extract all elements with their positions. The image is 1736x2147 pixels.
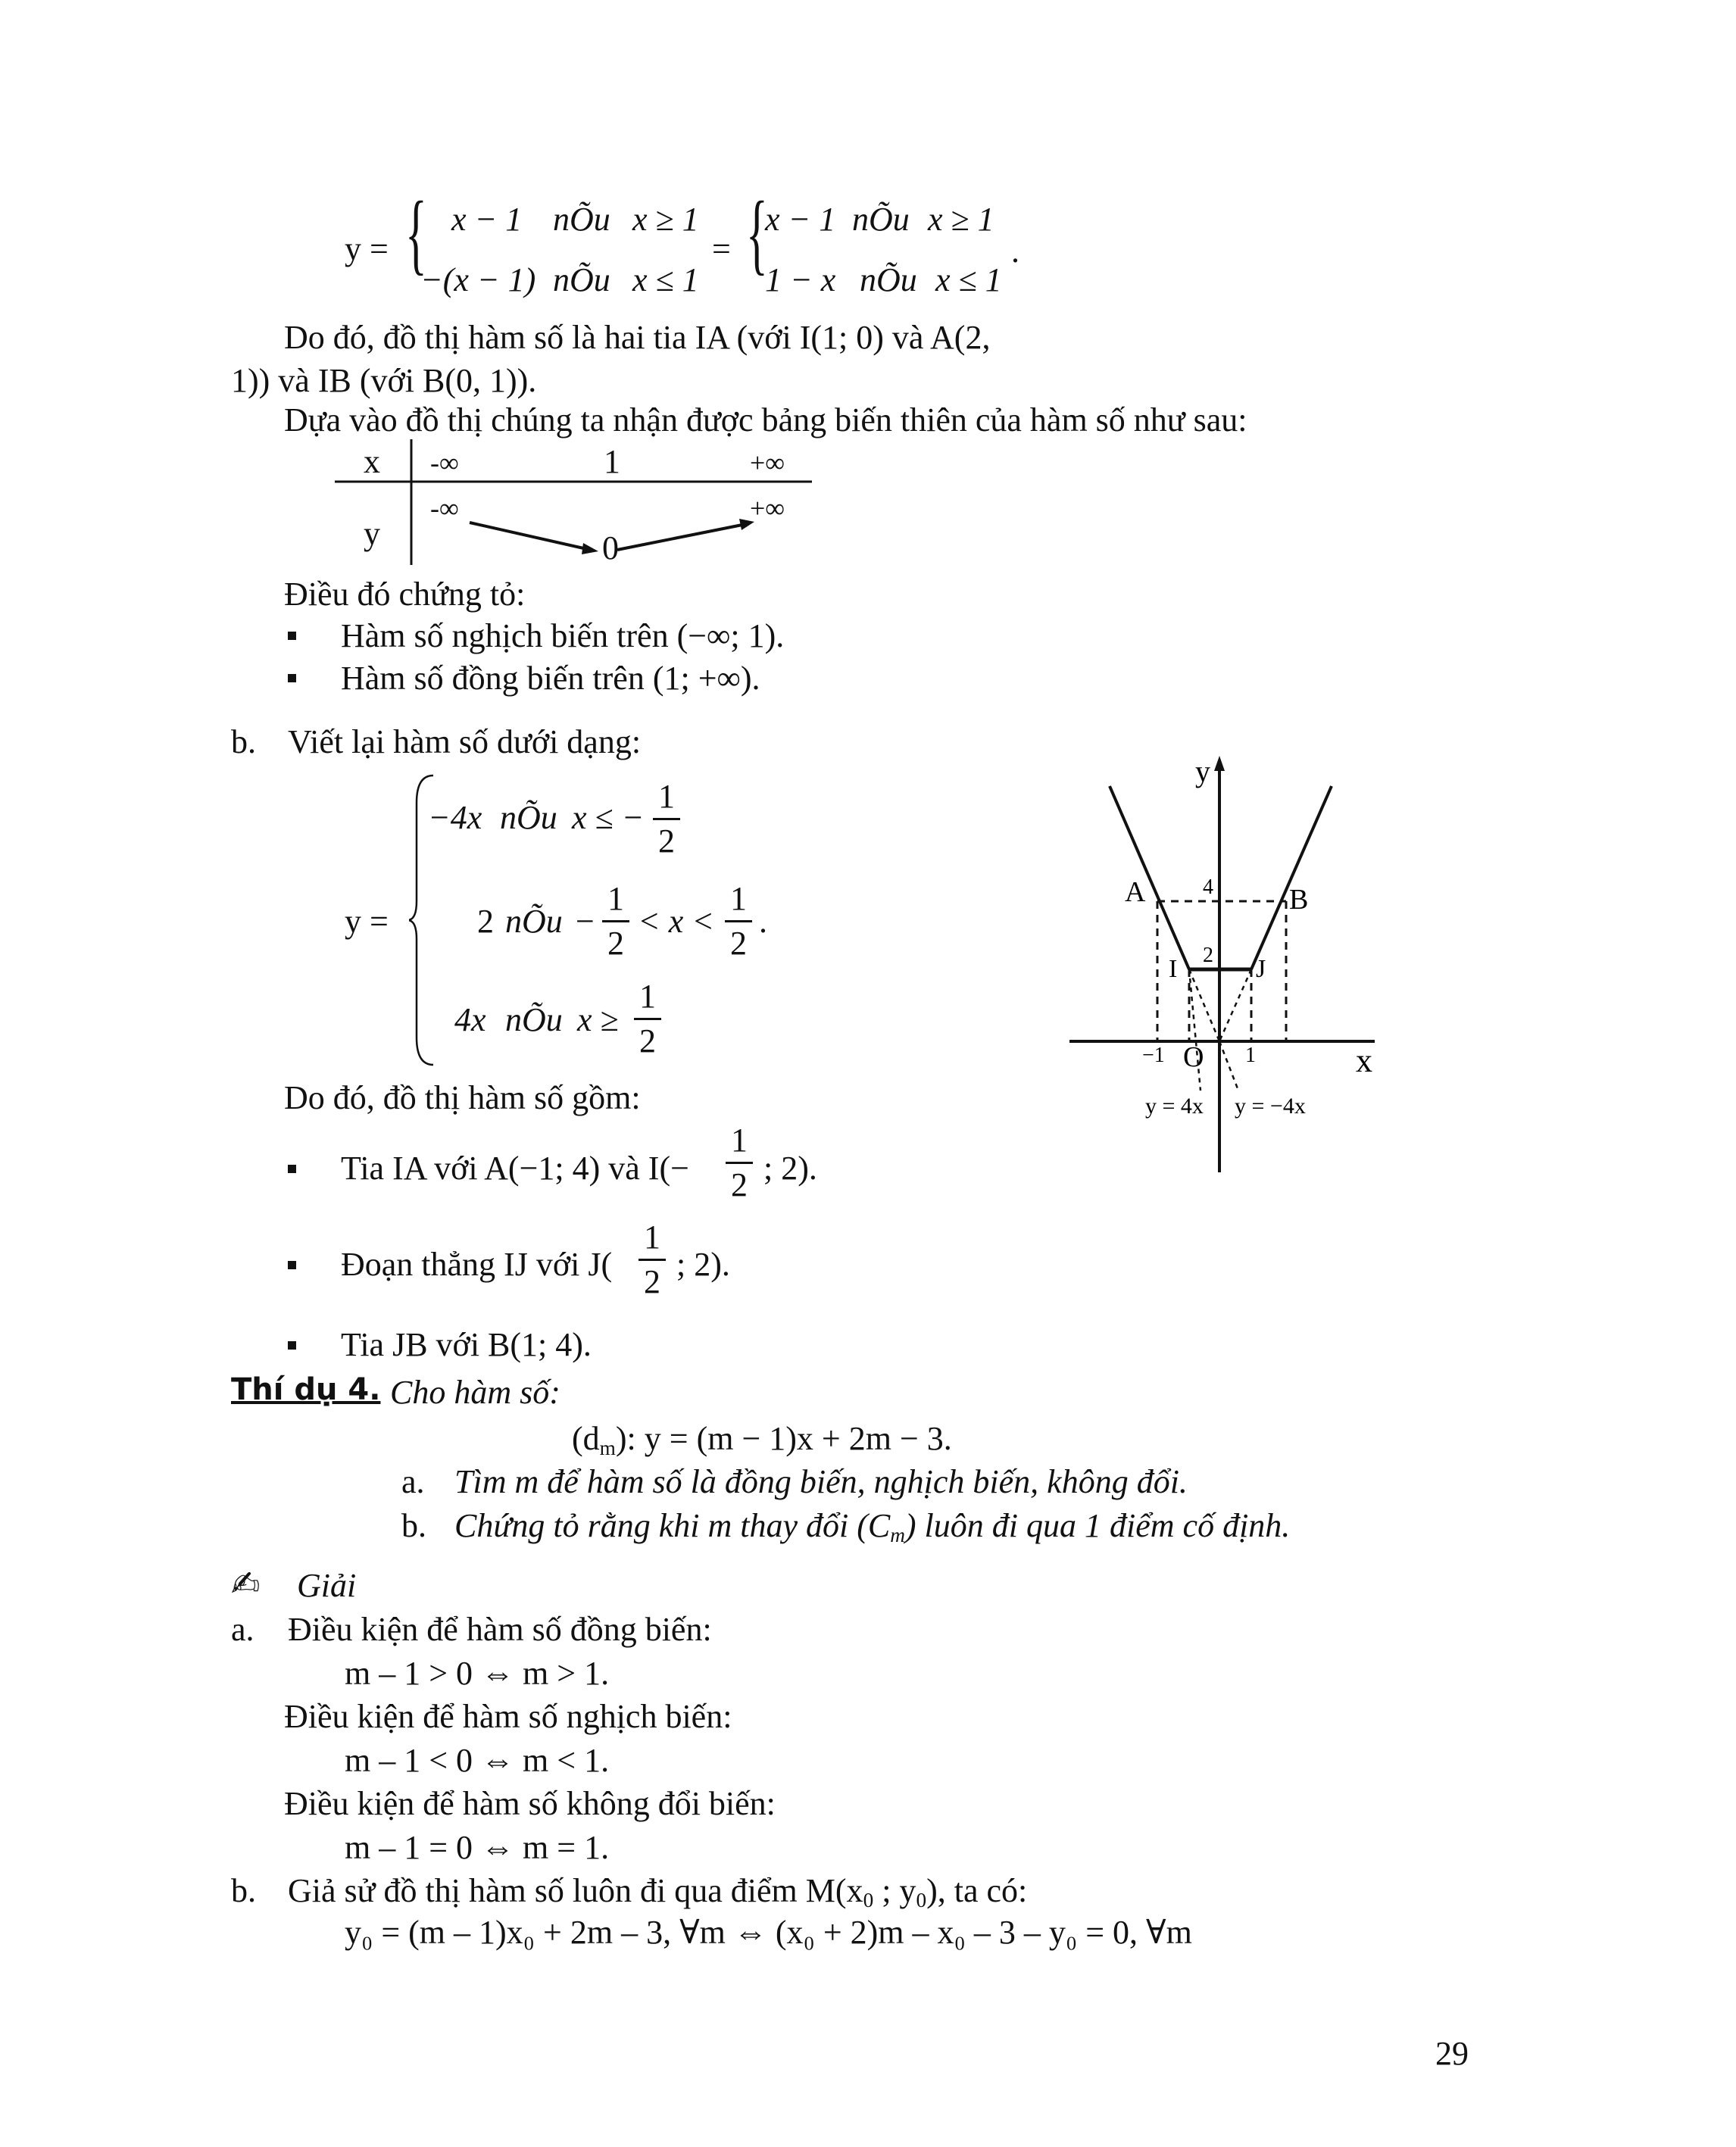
sol-a-eq3: m – 1 = 0 ⇔ m = 1. — [345, 1829, 610, 1866]
eq-b-case3-if: nÕu — [505, 1001, 563, 1038]
frac-b3 — [725, 882, 752, 960]
brace-a-left: { — [405, 183, 427, 283]
solution-title: Giải — [297, 1567, 357, 1604]
tick-neg1-label: −1 — [1142, 1044, 1165, 1067]
sol-a-text: Điều kiện để hàm số đồng biến: — [288, 1611, 712, 1648]
table-x-one: 1 — [604, 443, 620, 480]
task-a: Tìm m để hàm số là đồng biến, nghịch biến, không đổi. — [454, 1463, 1188, 1500]
eq-b-case3: 4x — [454, 1001, 486, 1038]
task-b-post: ) luôn đi qua 1 điểm cố định. — [904, 1507, 1291, 1544]
task-a-label: a. — [401, 1463, 425, 1500]
sol-a-text3: Điều kiện để hàm số không đổi biến: — [284, 1785, 776, 1822]
frac-b5-num: 1 — [731, 1122, 748, 1159]
eq-b-case2-minus: − — [576, 903, 595, 940]
ray-jb — [1251, 786, 1332, 969]
sol-a-label: a. — [231, 1611, 254, 1648]
text-a-conclusion: Điều đó chứng tỏ: — [284, 576, 526, 613]
sol-a-text2: Điều kiện để hàm số nghịch biến: — [284, 1698, 732, 1735]
x-axis-label: x — [1356, 1042, 1372, 1079]
eq-a-rcase1-expr: x − 1 — [765, 201, 836, 238]
bullet-a1: Hàm số nghịch biến trên (−∞; 1). — [341, 617, 785, 654]
task-b-sub: m — [890, 1523, 905, 1546]
bullet-b1-prefix: Tia IA với A(−1; 4) và I(− — [341, 1150, 689, 1187]
table-x-pos-inf: +∞ — [750, 448, 785, 478]
frac-b1-num: 1 — [658, 778, 675, 815]
bullet-b1-marker — [288, 1165, 296, 1173]
frac-b6-den: 2 — [644, 1263, 660, 1300]
example-title: Thí dụ 4. — [231, 1372, 381, 1407]
line-4x-label: y = 4x — [1145, 1094, 1204, 1119]
table-x-neg-inf: -∞ — [430, 448, 459, 478]
eq-b-case1-if: nÕu — [500, 799, 557, 836]
example-eq-suffix: ): y = (m − 1)x + 2m − 3. — [615, 1420, 952, 1457]
task-b-pre: Chứng tỏ rằng khi m thay đổi (C — [454, 1507, 891, 1544]
sol-b-sub2: 0 — [916, 1888, 927, 1911]
frac-b6-num: 1 — [644, 1219, 660, 1256]
example-equation — [572, 1422, 952, 1459]
frac-b2 — [602, 882, 629, 960]
bullet-a2-marker — [288, 674, 296, 682]
bullet-a1-marker — [288, 632, 296, 640]
sol-b-sub1: 0 — [863, 1888, 874, 1911]
eq-a-case1-if: nÕu — [553, 201, 610, 238]
bullet-b2-marker — [288, 1261, 296, 1269]
eq-b-case3-cond: x ≥ — [577, 1001, 619, 1038]
sol-a-eq2: m – 1 < 0 ⇔ m < 1. — [345, 1742, 610, 1779]
text-a-line2: 1)) và IB (với B(0, 1)). — [231, 362, 537, 399]
frac-b6 — [639, 1221, 666, 1299]
table-y-zero: 0 — [602, 529, 619, 566]
frac-b2-num: 1 — [607, 880, 624, 917]
bullet-b2-suffix: ; 2). — [676, 1246, 730, 1283]
eq-a-rcase2-if: nÕu — [860, 261, 917, 298]
frac-b2-den: 2 — [607, 925, 624, 962]
bullet-b3: Tia JB với B(1; 4). — [341, 1326, 592, 1363]
example-eq-prefix: (d — [572, 1420, 600, 1457]
frac-b3-den: 2 — [730, 925, 747, 962]
pen-icon: ✍ — [231, 1563, 261, 1604]
table-y-neg-inf: -∞ — [430, 493, 459, 523]
point-a-label: A — [1125, 876, 1146, 908]
eq-a-case2-if: nÕu — [553, 261, 610, 298]
bullet-b1-suffix: ; 2). — [763, 1150, 817, 1187]
function-graph — [1060, 750, 1409, 1174]
eq-a-rcase1-if: nÕu — [852, 201, 910, 238]
bullet-a2: Hàm số đồng biến trên (1; +∞). — [341, 660, 760, 697]
ray-ia — [1110, 786, 1189, 969]
sol-b-mid: ; y — [873, 1872, 916, 1909]
table-y-label: y — [364, 515, 380, 552]
eq-a-equals: = — [712, 230, 731, 267]
eq-b-lhs: y = — [345, 903, 389, 940]
brace-a-right: { — [746, 183, 768, 283]
frac-b1-den: 2 — [658, 822, 675, 860]
point-b-label: B — [1289, 884, 1309, 916]
part-b-intro: Viết lại hàm số dưới dạng: — [288, 723, 642, 760]
table-y-pos-inf: +∞ — [750, 493, 785, 523]
frac-b4 — [634, 980, 661, 1058]
bullet-b3-marker — [288, 1341, 296, 1350]
eq-b-case2-mid: < x < — [638, 903, 714, 940]
line-neg4x-label: y = −4x — [1235, 1094, 1306, 1119]
frac-b1 — [653, 780, 680, 858]
example-eq-sub: m — [599, 1436, 616, 1459]
tick-4-label: 4 — [1203, 875, 1213, 899]
task-b-label: b. — [401, 1507, 426, 1544]
bullet-b2-prefix: Đoạn thẳng IJ với J( — [341, 1246, 613, 1283]
sol-b-equation: y₀ = (m – 1)x₀ + 2m – 3, ∀m ⇔ (x₀ + 2)m – x₀ – 3 – y₀ = 0, ∀m — [345, 1914, 1192, 1951]
eq-b-period: . — [759, 903, 767, 940]
y-axis-label: y — [1195, 754, 1210, 788]
part-b-graph-intro: Do đó, đồ thị hàm số gồm: — [284, 1079, 641, 1116]
table-x-label: x — [364, 443, 380, 480]
sol-b-post: ), ta có: — [926, 1872, 1028, 1909]
sol-b-label: b. — [231, 1872, 256, 1909]
eq-a-case2-cond: x ≤ 1 — [632, 261, 699, 298]
sol-b-pre: Giả sử đồ thị hàm số luôn đi qua điểm M(x — [288, 1872, 863, 1909]
eq-a-rcase2-expr: 1 − x — [765, 261, 836, 298]
task-b — [454, 1509, 1290, 1546]
text-a-line1: Do đó, đồ thị hàm số là hai tia IA (với I(1; 0) và A(2, — [284, 319, 991, 356]
point-j-label: J — [1256, 955, 1266, 983]
eq-b-case2: 2 — [477, 903, 494, 940]
frac-b4-den: 2 — [639, 1022, 656, 1059]
part-b-label: b. — [231, 723, 256, 760]
eq-a-case1-cond: x ≥ 1 — [632, 201, 699, 238]
frac-b5-den: 2 — [731, 1166, 748, 1203]
frac-b4-num: 1 — [639, 978, 656, 1015]
line-neg4x — [1219, 1041, 1238, 1091]
eq-a-case2-expr: −(x − 1) — [420, 261, 536, 298]
eq-a-case1-expr: x − 1 — [451, 201, 523, 238]
variation-table — [333, 438, 818, 566]
eq-b-case2-if: nÕu — [505, 903, 563, 940]
eq-b-case1: −4x — [428, 799, 482, 836]
tick-1-label: 1 — [1245, 1044, 1256, 1067]
tick-2-label: 2 — [1203, 944, 1213, 967]
frac-b3-num: 1 — [730, 880, 747, 917]
eq-a-lhs: y = — [345, 230, 389, 267]
eq-a-rcase2-cond: x ≤ 1 — [935, 261, 1002, 298]
sol-b-text — [288, 1874, 1027, 1911]
eq-b-case1-cond: x ≤ − — [572, 799, 645, 836]
point-i-label: I — [1169, 955, 1178, 983]
page-number: 29 — [1435, 2035, 1469, 2072]
sol-a-eq1: m – 1 > 0 ⇔ m > 1. — [345, 1655, 610, 1692]
eq-a-period: . — [1011, 232, 1019, 270]
frac-b5 — [726, 1124, 753, 1202]
text-a-table-intro: Dựa vào đồ thị chúng ta nhận được bảng biến thiên của hàm số như sau: — [284, 401, 1247, 438]
example-intro: Cho hàm số: — [390, 1374, 560, 1411]
y-axis-arrow — [1214, 756, 1225, 771]
eq-a-rcase1-cond: x ≥ 1 — [928, 201, 994, 238]
origin-label: O — [1183, 1041, 1204, 1073]
